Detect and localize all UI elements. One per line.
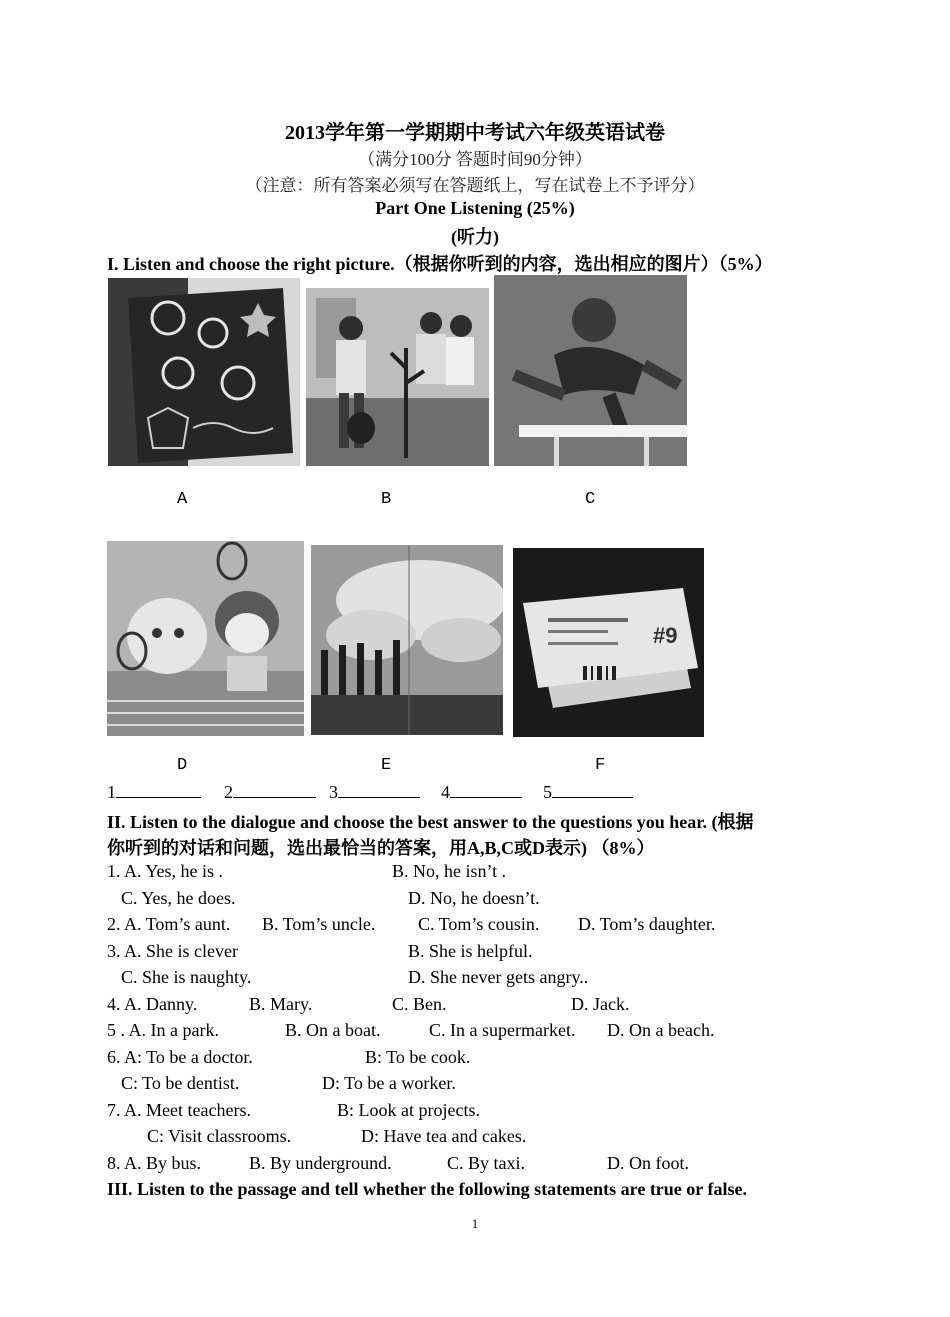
picture-f-tickets [513, 548, 704, 737]
picture-label-d: D [177, 756, 188, 775]
q1-option-a: 1. A. Yes, he is . [107, 861, 224, 881]
section-1-heading: I. Listen and choose the right picture.（根据你听到的内容，选出相应的图片）（5%） [107, 254, 773, 274]
q6-option-d: D: To be a worker. [322, 1073, 456, 1093]
answer-blank-2[interactable] [233, 782, 316, 798]
q5-option-c: C. In a supermarket. [429, 1020, 576, 1040]
exam-title: 2013学年第一学期期中考试六年级英语试卷 [285, 122, 665, 144]
answer-number-4: 4 [441, 782, 450, 802]
q2-option-a: 2. A. Tom’s aunt. [107, 914, 231, 934]
q7-option-d: D: Have tea and cakes. [361, 1126, 527, 1146]
answer-blank-3[interactable] [338, 782, 420, 798]
answer-number-2: 2 [224, 782, 233, 802]
q4-option-c: C. Ben. [392, 994, 447, 1014]
picture-d-tennis-cartoon [107, 541, 304, 736]
picture-c-hurdler [494, 275, 687, 466]
picture-label-a: A [177, 490, 188, 509]
birthday-card-picture-icon [108, 278, 300, 466]
q5-option-b: B. On a boat. [285, 1020, 381, 1040]
picture-label-b: B [381, 490, 392, 509]
exam-subtitle-notice: （注意：所有答案必须写在答题纸上，写在试卷上不予评分） [245, 176, 705, 195]
answer-blank-4[interactable] [450, 782, 522, 798]
q8-option-c: C. By taxi. [447, 1153, 526, 1173]
picture-e-factory-smoke [311, 545, 503, 735]
tickets-picture-icon [513, 548, 704, 737]
picture-label-f: F [595, 756, 606, 775]
q2-option-b: B. Tom’s uncle. [262, 914, 376, 934]
q1-option-b: B. No, he isn’t . [392, 861, 507, 881]
section-2-heading-line-2: 你听到的对话和问题，选出最恰当的答案，用A,B,C或D表示) （8%） [107, 838, 655, 858]
hurdler-picture-icon [494, 275, 687, 466]
section-2-heading-line-1: II. Listen to the dialogue and choose the best answer to the questions you hear. (根据 [107, 812, 754, 832]
answer-blank-1[interactable] [116, 782, 201, 798]
exam-subtitle-score: （满分100分 答题时间90分钟） [358, 150, 592, 169]
q4-option-d: D. Jack. [571, 994, 630, 1014]
q8-option-d: D. On foot. [607, 1153, 689, 1173]
part-title: Part One Listening (25%) [375, 198, 575, 218]
q1-option-d: D. No, he doesn’t. [408, 888, 540, 908]
picture-label-c: C [585, 490, 596, 509]
factory-smoke-picture-icon [311, 545, 503, 735]
tennis-cartoon-picture-icon [107, 541, 304, 736]
q6-option-a: 6. A: To be a doctor. [107, 1047, 253, 1067]
q7-option-b: B: Look at projects. [337, 1100, 480, 1120]
picture-b-kids-planting [306, 288, 489, 466]
answer-blanks-row [107, 782, 633, 803]
q8-option-b: B. By underground. [249, 1153, 392, 1173]
q7-option-c: C: Visit classrooms. [147, 1126, 292, 1146]
q2-option-d: D. Tom’s daughter. [578, 914, 716, 934]
q7-option-a: 7. A. Meet teachers. [107, 1100, 251, 1120]
q5-option-a: 5 . A. In a park. [107, 1020, 219, 1040]
q3-option-d: D. She never gets angry.. [408, 967, 589, 987]
q4-option-b: B. Mary. [249, 994, 313, 1014]
q3-option-c: C. She is naughty. [121, 967, 252, 987]
answer-number-1: 1 [107, 782, 116, 802]
part-subtitle: (听力) [451, 227, 499, 247]
kids-planting-tree-picture-icon [306, 288, 489, 466]
answer-number-5: 5 [543, 782, 552, 802]
q6-option-c: C: To be dentist. [121, 1073, 240, 1093]
page-number: 1 [471, 1216, 479, 1231]
q6-option-b: B: To be cook. [365, 1047, 471, 1067]
section-3-heading: III. Listen to the passage and tell whether the following statements are true or false. [107, 1179, 747, 1199]
q3-option-b: B. She is helpful. [408, 941, 533, 961]
q8-option-a: 8. A. By bus. [107, 1153, 202, 1173]
q1-option-c: C. Yes, he does. [121, 888, 236, 908]
q3-option-a: 3. A. She is clever [107, 941, 238, 961]
svg-text:#9: #9 [653, 623, 678, 648]
answer-blank-5[interactable] [552, 782, 633, 798]
q4-option-a: 4. A. Danny. [107, 994, 198, 1014]
q2-option-c: C. Tom’s cousin. [418, 914, 540, 934]
answer-number-3: 3 [329, 782, 338, 802]
picture-a-birthday-card [108, 278, 300, 466]
q5-option-d: D. On a beach. [607, 1020, 715, 1040]
picture-label-e: E [381, 756, 392, 775]
